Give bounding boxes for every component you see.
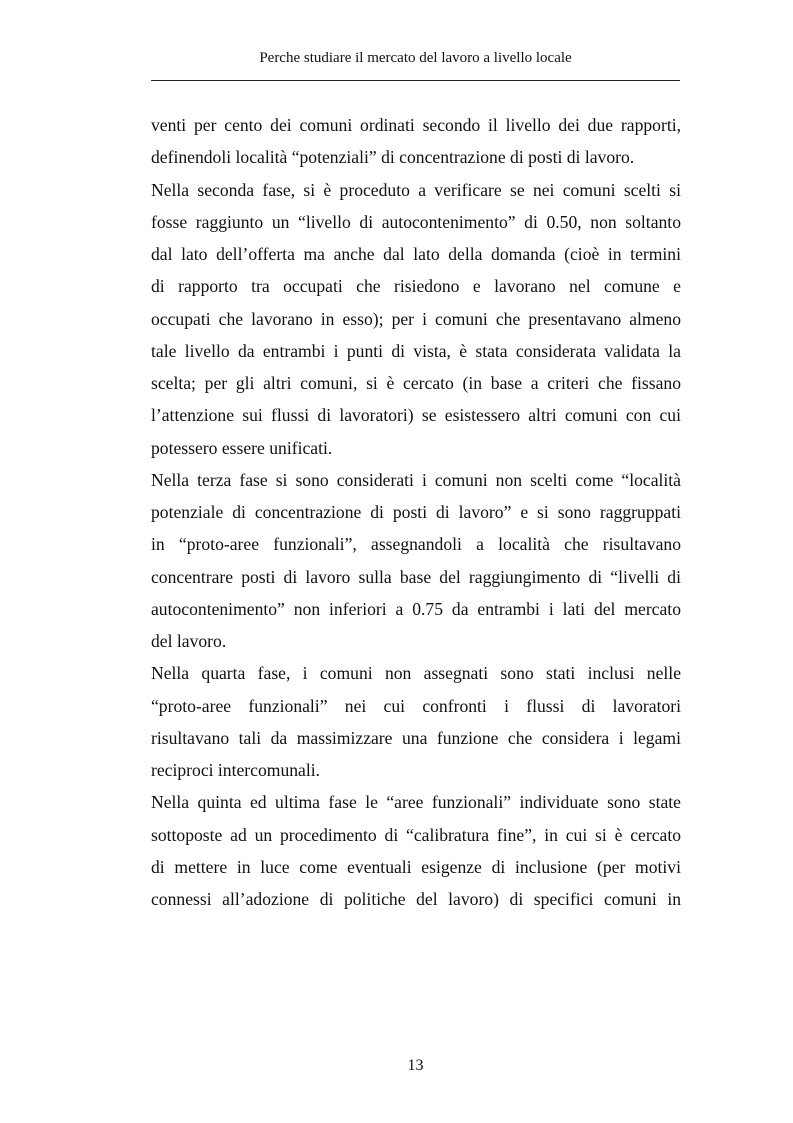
- text-line: connessi all’adozione di politiche del lavoro) di specifici comuni in: [151, 889, 681, 909]
- text-line: in “proto-aree funzionali”, assegnandoli a località che risultavano: [151, 534, 681, 555]
- running-header: Perche studiare il mercato del lavoro a livello locale: [259, 50, 572, 66]
- body-text: [151, 109, 681, 915]
- paragraph-continuation: [151, 109, 681, 174]
- text-line: fosse raggiunto un “livello di autocontenimento” di 0.50, non soltanto: [151, 211, 681, 232]
- text-line: venti per cento dei comuni ordinati secondo il livello dei due rapporti,: [151, 115, 681, 135]
- header-rule: [151, 80, 680, 81]
- text-line: Nella quarta fase, i comuni non assegnati sono stati inclusi nelle: [151, 663, 681, 684]
- text-line: occupati che lavorano in esso); per i comuni che presentavano almeno: [151, 308, 681, 329]
- text-line: Nella seconda fase, si è proceduto a verificare se nei comuni scelti si: [151, 179, 681, 200]
- text-line: del lavoro.: [151, 631, 227, 651]
- text-line: potenziale di concentrazione di posti di lavoro” e si sono raggruppati: [151, 502, 681, 522]
- text-line: concentrare posti di lavoro sulla base del raggiungimento di “livelli di: [151, 566, 681, 587]
- paragraph-second-phase: [151, 174, 681, 464]
- text-line: autocontenimento” non inferiori a 0.75 da entrambi i lati del mercato: [151, 598, 681, 619]
- text-line: potessero essere unificati.: [151, 437, 333, 458]
- text-line: Nella quinta ed ultima fase le “aree funzionali” individuate sono state: [151, 792, 681, 813]
- paragraph-third-phase: [151, 464, 681, 658]
- text-line: sottoposte ad un procedimento di “calibratura fine”, in cui si è cercato: [151, 824, 681, 845]
- text-line: di rapporto tra occupati che risiedono e lavorano nel comune e: [151, 276, 681, 297]
- text-line: dal lato dell’offerta ma anche dal lato della domanda (cioè in termini: [151, 244, 681, 264]
- text-line: l’attenzione sui flussi di lavoratori) se esistessero altri comuni con cui: [151, 405, 681, 426]
- text-line: di mettere in luce come eventuali esigenze di inclusione (per motivi: [151, 856, 681, 877]
- text-line: reciproci intercomunali.: [151, 760, 321, 780]
- page-number: 13: [407, 1057, 424, 1074]
- text-line: risultavano tali da massimizzare una funzione che considera i legami: [151, 727, 681, 748]
- text-line: scelta; per gli altri comuni, si è cercato (in base a criteri che fissano: [151, 373, 681, 393]
- text-line: definendoli località “potenziali” di concentrazione di posti di lavoro.: [151, 147, 635, 168]
- text-line: Nella terza fase si sono considerati i comuni non scelti come “località: [151, 469, 681, 490]
- paragraph-fifth-phase: [151, 786, 681, 915]
- paragraph-fourth-phase: [151, 657, 681, 786]
- text-line: tale livello da entrambi i punti di vista, è stata considerata validata la: [151, 340, 681, 361]
- text-line: “proto-aree funzionali” nei cui confronti i flussi di lavoratori: [151, 695, 681, 716]
